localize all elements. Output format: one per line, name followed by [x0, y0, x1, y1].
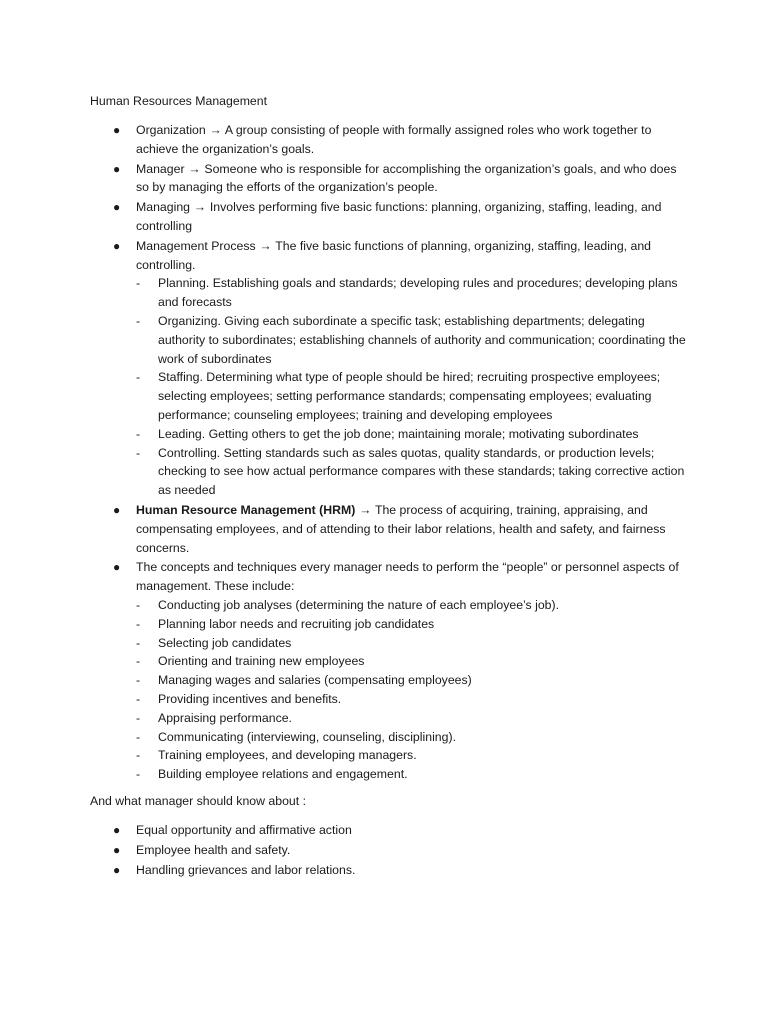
sub-list-item — [136, 709, 686, 728]
concept-text: Conducting job analyses (determining the nature of each employee’s job). — [158, 597, 560, 612]
closing-paragraph: And what manager should know about : — [90, 794, 307, 808]
term: Organization — [136, 123, 206, 137]
bullet-icon: ● — [113, 502, 121, 517]
concept-text: Appraising performance. — [158, 710, 292, 725]
function-text: Controlling. Setting standards such as sales quotas, quality standards, or production levels; checking to see how actual performance compares with these standards; taking corrective action as needed — [158, 445, 685, 498]
dash-icon: - — [136, 616, 141, 631]
definition: A group consisting of people with formally assigned roles who work together to achieve the organization’s goals. — [136, 123, 652, 156]
dash-icon: - — [136, 426, 141, 441]
concept-text: Managing wages and salaries (compensating employees) — [158, 673, 472, 688]
know-about-text: Handling grievances and labor relations. — [136, 862, 356, 877]
list-item — [0, 841, 768, 860]
list-item — [0, 501, 768, 557]
term: Human Resource Management (HRM) — [136, 502, 356, 517]
term: Manager — [136, 161, 185, 176]
bullet-icon: ● — [113, 823, 121, 837]
know-about-text: Employee health and safety. — [136, 842, 291, 857]
concept-text: Orienting and training new employees — [158, 654, 365, 669]
dash-icon: - — [136, 710, 141, 725]
functions-list — [136, 274, 686, 500]
arrow-icon: → — [359, 502, 372, 517]
dash-icon: - — [136, 767, 141, 782]
definition: Someone who is responsible for accomplishing the organization’s goals, and who does so by managing the efforts of the organization’s people. — [136, 161, 677, 195]
definition: The five basic functions of planning, organizing, staffing, leading, and controlling. — [136, 238, 652, 272]
sub-list-item — [136, 652, 686, 671]
know-about-list — [0, 821, 768, 880]
bullet-icon: ● — [113, 842, 121, 857]
sub-list-item — [136, 312, 686, 368]
list-item — [0, 861, 768, 880]
sub-list-item — [136, 274, 686, 312]
definition: The process of acquiring, training, appraising, and compensating employees, and of attending to their labor relations, health and safety, and fairness concerns. — [136, 502, 666, 555]
list-item — [0, 821, 768, 840]
dash-icon: - — [136, 597, 141, 612]
concepts-list — [136, 596, 686, 784]
arrow-icon: → — [209, 123, 222, 137]
bullet-icon: ● — [113, 862, 121, 877]
dash-icon: - — [136, 276, 141, 291]
concept-text: Providing incentives and benefits. — [158, 691, 342, 706]
dash-icon: - — [136, 654, 141, 669]
bullet-icon: ● — [113, 161, 121, 176]
list-item — [0, 160, 768, 198]
bullet-icon: ● — [113, 560, 121, 575]
dash-icon: - — [136, 370, 141, 385]
sub-list-item — [136, 634, 686, 653]
dash-icon: - — [136, 691, 141, 706]
arrow-icon: → — [188, 161, 201, 176]
sub-list-item — [136, 671, 686, 690]
list-item — [0, 237, 768, 500]
term: Managing — [136, 200, 191, 215]
dash-icon: - — [136, 748, 141, 763]
term: Management Process — [136, 238, 256, 253]
dash-icon: - — [136, 729, 141, 744]
function-text: Leading. Getting others to get the job done; maintaining morale; motivating subordinates — [158, 426, 639, 441]
sub-list-item — [136, 596, 686, 615]
concept-text: Selecting job candidates — [158, 635, 292, 650]
concept-text: Building employee relations and engagement. — [158, 767, 408, 782]
function-text: Staffing. Determining what type of people should be hired; recruiting prospective employees; selecting employees; setting performance standards; compensating employees; evaluating performance; counseling employees; training and developing employees — [158, 370, 661, 422]
sub-list-item — [136, 425, 686, 444]
sub-list-item — [136, 690, 686, 709]
bullet-icon: ● — [113, 238, 121, 253]
concept-text: Planning labor needs and recruiting job candidates — [158, 616, 435, 631]
dash-icon: - — [136, 635, 141, 650]
arrow-icon: → — [259, 238, 272, 253]
sub-list-item — [136, 615, 686, 634]
concepts-intro: The concepts and techniques every manager needs to perform the “people” or personnel aspects of management. These include: — [136, 560, 679, 594]
sub-list-item — [136, 444, 686, 500]
sub-list-item — [136, 746, 686, 765]
sub-list-item — [136, 765, 686, 784]
definition: Involves performing five basic functions: planning, organizing, staffing, leading, and controlling — [136, 200, 662, 233]
list-item — [0, 558, 768, 784]
sub-list-item — [136, 728, 686, 747]
bullet-icon: ● — [113, 123, 121, 137]
arrow-icon: → — [193, 200, 207, 215]
function-text: Planning. Establishing goals and standards; developing rules and procedures; developing plans and forecasts — [158, 276, 678, 310]
list-item — [0, 121, 768, 159]
definitions-list — [0, 121, 768, 784]
concept-text: Training employees, and developing managers. — [158, 748, 417, 763]
bullet-icon: ● — [113, 200, 121, 215]
function-text: Organizing. Giving each subordinate a specific task; establishing departments; delegating authority to subordinates; establishing channels of authority and communication; coordinating the work of subordinates — [158, 313, 686, 366]
sub-list-item — [136, 368, 686, 424]
know-about-text: Equal opportunity and affirmative action — [136, 823, 352, 837]
dash-icon: - — [136, 313, 141, 328]
list-item — [0, 198, 768, 236]
document-title: Human Resources Management — [90, 94, 268, 108]
dash-icon: - — [136, 445, 141, 460]
dash-icon: - — [136, 673, 141, 688]
concept-text: Communicating (interviewing, counseling, disciplining). — [158, 729, 456, 744]
